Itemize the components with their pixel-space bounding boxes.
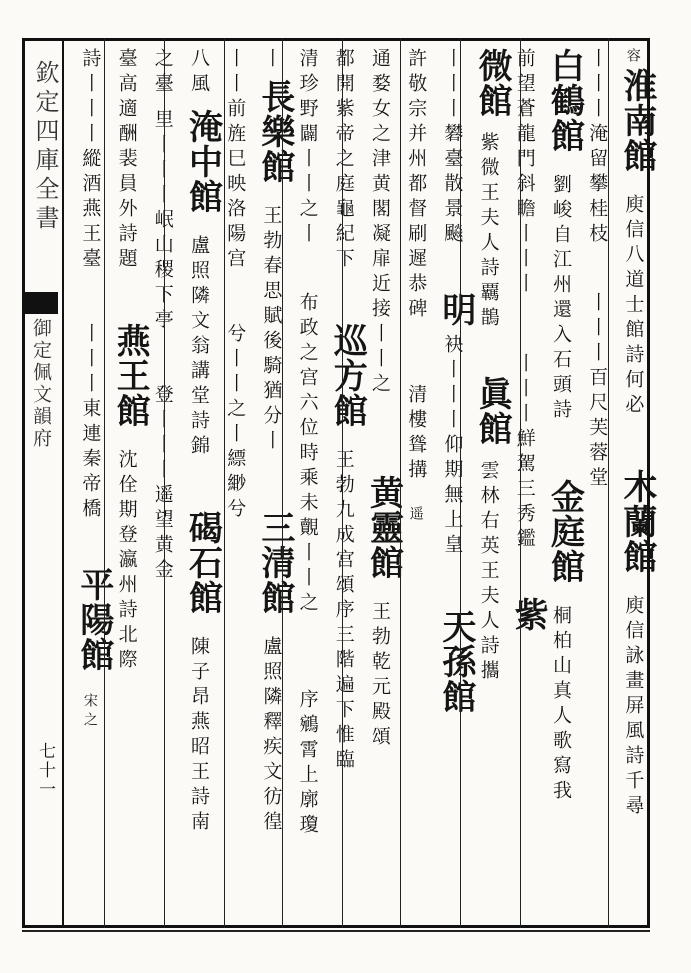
entry-text: 劉峻自江州還入石頭詩 — [549, 174, 572, 424]
entry-text: 八風 — [187, 48, 210, 98]
entry-text: 王勃乾元殿頌 — [368, 601, 391, 751]
entry-text: 通婺女之津黄閣凝扉近接丨丨之 — [368, 48, 391, 398]
entry-heading: 紫 — [508, 597, 549, 632]
entry-text: 庾信八道士館詩何必 — [622, 194, 645, 419]
entry-text: 丨丨丨礬臺散景飈 — [441, 48, 464, 248]
entry-text: 王勃九成宫頌序三階遍下惟臨 — [332, 448, 355, 774]
column-rule — [282, 38, 283, 928]
entry-heading: 天孫館 — [435, 608, 476, 714]
entry-text: 里丨丨丨岷山稷下亭 — [151, 109, 174, 334]
entry-heading: 燕王館 — [110, 322, 151, 428]
entry-heading: 平陽館 — [73, 566, 114, 672]
entry-text: 紫微王夫人詩覊鵲 — [477, 132, 500, 332]
entry-heading: 淹中館 — [182, 109, 223, 214]
entry-text: 兮丨丨之丨縹緲兮 — [224, 322, 247, 523]
entry-text: 前望蒼龍門斜瞻丨丨丨 — [513, 48, 536, 298]
entry-text: 清樓聳搆 — [405, 383, 428, 484]
entry-heading: 黄靈館 — [363, 475, 404, 580]
text-column — [105, 42, 151, 926]
entry-text: 之臺 — [151, 48, 174, 98]
entry-heading: 淮南館 — [616, 68, 657, 173]
entry-text: 丨丨丨淹留攀桂枝 — [586, 48, 609, 248]
margin-book-title: 欽定四庫全書 — [31, 60, 59, 234]
column-rule — [104, 38, 105, 928]
text-column — [250, 42, 295, 926]
column-rule — [460, 38, 461, 928]
entry-heading: 巡方館 — [327, 322, 368, 428]
entry-heading: 微館 — [472, 48, 513, 118]
entry-heading: 碣石館 — [182, 509, 223, 615]
text-column — [503, 42, 549, 926]
entry-text: 王勃春思賦後騎猶分丨 — [260, 204, 283, 455]
text-column — [539, 42, 585, 926]
entry-text: 雲林右英王夫人詩攜 — [477, 460, 500, 685]
entry-text: 丨丨丨鮮駕三秀鑑 — [513, 353, 536, 553]
entry-text: 盧照隣釋疾文彷徨 — [260, 635, 283, 836]
entry-text: 宋之 — [81, 692, 98, 731]
entry-text: 庾信詠畫屏風詩千尋 — [622, 594, 645, 820]
entry-text: 桐柏山真人歌寫我 — [549, 605, 572, 805]
column-rule — [520, 38, 521, 928]
entry-text: 序鵷霄上廓瓊 — [296, 688, 319, 839]
entry-text: 布政之宫六位時乘未覿丨丨之 — [296, 292, 319, 617]
entry-text: 詩丨丨丨縱酒燕王臺 — [79, 48, 102, 273]
entry-text: 盧照隣文翁講堂詩錦 — [187, 235, 210, 460]
entry-text: 許敬宗并州都督刷遲恭碑 — [405, 48, 428, 323]
text-column — [141, 42, 177, 926]
column-rule — [400, 38, 401, 928]
text-column — [612, 42, 657, 926]
entry-heading: 金庭館 — [544, 479, 585, 584]
entry-text: 登丨丨丨遥望黄金 — [151, 383, 174, 584]
entry-text: 都開紫帝之庭龜紀下 — [332, 48, 355, 273]
bottom-rule — [22, 930, 650, 932]
entry-text: 丨丨丨東連秦帝橋 — [79, 322, 102, 523]
column-rule — [608, 38, 609, 928]
page-number: 七十一 — [35, 742, 55, 799]
entry-heading: 白鶴館 — [544, 48, 585, 153]
entry-heading: 木蘭館 — [616, 468, 657, 574]
text-column — [177, 42, 223, 926]
entry-text: 清珍野闢丨丨之丨 — [296, 48, 319, 248]
column-rule — [224, 38, 225, 928]
entry-text: 袂丨丨丨仰期無上皇 — [441, 334, 464, 559]
fish-tail-mark — [24, 292, 58, 314]
entry-heading: 三清館 — [254, 509, 295, 615]
column-rule — [164, 38, 165, 928]
text-column — [69, 42, 114, 926]
entry-text: 丨丨前旌巳映洛陽宫 — [224, 48, 247, 273]
column-rule — [342, 38, 343, 928]
text-column — [431, 42, 476, 926]
entry-heading: 眞館 — [472, 376, 513, 446]
entry-text: 丨 — [260, 48, 283, 73]
text-column — [467, 42, 513, 926]
margin-book-subtitle: 御定佩文韻府 — [30, 318, 52, 450]
entry-heading: 長樂館 — [254, 78, 295, 184]
text-column — [358, 42, 404, 926]
entry-text: 沈佺期登瀛州詩北際 — [115, 448, 138, 674]
entry-text: 陳子昂燕昭王詩南 — [187, 635, 210, 836]
entry-heading: 明 — [435, 292, 476, 327]
entry-text: 遥 — [407, 505, 424, 525]
text-column — [322, 42, 368, 926]
entry-text: 臺高適酬裴員外詩題 — [115, 48, 138, 273]
entry-text: 容 — [624, 48, 641, 67]
entry-text: 丨丨丨百尺芙蓉堂 — [586, 292, 609, 492]
